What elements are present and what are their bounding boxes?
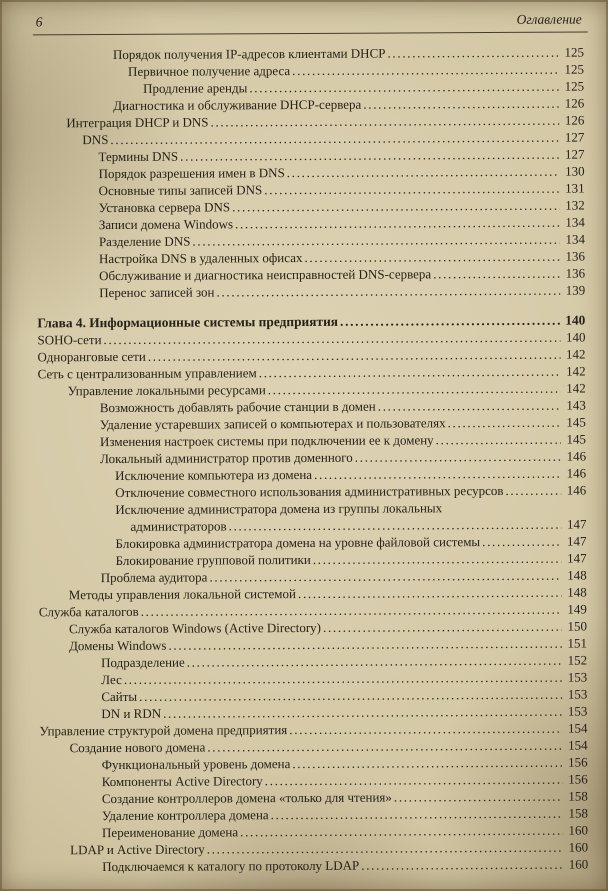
toc-entry-page: 154 [567, 720, 588, 736]
toc-entry-page: 134 [565, 214, 585, 230]
toc-entry-text: Компоненты Active Directory [101, 773, 263, 790]
toc-entry-page: 156 [568, 771, 588, 787]
toc-entry-text: Создание нового домена [69, 739, 206, 756]
toc [36, 44, 588, 876]
toc-entry-text: Установка сервера DNS [98, 199, 231, 216]
toc-entry-page: 140 [565, 312, 586, 328]
toc-entry-page: 147 [566, 516, 587, 532]
toc-entry-page: 152 [567, 652, 588, 668]
toc-entry [37, 282, 585, 302]
toc-entry-text: DNS [82, 132, 109, 148]
toc-leader [192, 231, 560, 250]
toc-leader [292, 61, 559, 79]
toc-entry-text: Диагностика и обслуживание DHCP-сервера [113, 96, 362, 113]
toc-leader [207, 839, 563, 858]
toc-leader [361, 856, 563, 874]
toc-leader [259, 363, 561, 382]
toc-leader [271, 805, 563, 824]
toc-entry-page: 134 [565, 231, 585, 247]
toc-entry-text: Подразделение [101, 654, 185, 671]
toc-entry-text: Одноранговые сети [37, 348, 146, 365]
toc-entry-text: DN и RDN [101, 705, 162, 722]
toc-leader [268, 380, 561, 399]
toc-entry-page: 149 [567, 601, 587, 617]
toc-entry-text: Управление локальными ресурсами [67, 382, 266, 399]
toc-leader [292, 754, 562, 772]
toc-entry-page: 127 [564, 146, 585, 162]
toc-leader [387, 44, 559, 62]
toc-entry-text: Исключение компьютера из домена [115, 466, 313, 483]
toc-entry-page: 126 [564, 112, 585, 128]
toc-entry-text: Настройка DNS в удаленных офисах [98, 250, 303, 267]
toc-leader [209, 567, 561, 586]
toc-entry-page: 153 [567, 686, 588, 702]
toc-entry-page: 147 [567, 550, 587, 566]
toc-leader [436, 431, 561, 449]
toc-entry-text: SOHO-сети [37, 332, 102, 348]
toc-leader [378, 397, 561, 415]
toc-leader [249, 78, 559, 97]
toc-leader [394, 788, 563, 806]
toc-leader [210, 112, 559, 131]
toc-leader [216, 282, 560, 301]
toc-leader [298, 584, 562, 602]
toc-entry-text: Удаление контроллера домена [101, 807, 269, 824]
toc-entry-text: Изменения настроек системы при подключении ее к домену [99, 432, 434, 450]
toc-entry-text: Перенос записей зон [99, 284, 215, 301]
toc-entry-text: Возможность добавлять рабочие станции в домен [99, 398, 376, 416]
toc-leader [304, 248, 560, 266]
toc-entry-page: 145 [566, 414, 586, 430]
toc-leader [139, 686, 562, 705]
header-title: Оглавление [516, 11, 582, 27]
toc-leader [482, 533, 561, 550]
page-header [36, 10, 584, 35]
toc-entry-page: 142 [566, 380, 586, 396]
toc-leader [355, 448, 561, 466]
toc-entry-text: LDAP и Active Directory [70, 841, 205, 858]
toc-entry-text: Сеть с централизованным управлением [37, 365, 257, 382]
toc-leader [235, 214, 560, 233]
toc-entry-text: Глава 4. Информационные системы предприятия [37, 313, 339, 331]
toc-entry-text: Порядок получения IP-адресов клиентами DHCP [112, 45, 386, 62]
toc-leader [229, 516, 562, 535]
toc-leader [313, 550, 562, 568]
page-number-header: 6 [35, 14, 43, 30]
toc-leader [232, 197, 560, 216]
toc-entry-text: Служба каталогов Windows (Active Directory) [68, 619, 322, 637]
toc-entry-text: Отключение совместного использования административных ресурсов [115, 482, 504, 500]
toc-entry-text: Методы управления локальной системой [68, 586, 297, 603]
toc-entry-page: 160 [568, 839, 589, 855]
toc-entry-page: 148 [567, 567, 587, 583]
toc-entry-page: 132 [565, 197, 585, 213]
toc-entry-text: Основные типы записей DNS [98, 182, 263, 199]
toc-entry-page: 127 [564, 129, 585, 145]
toc-leader [141, 601, 562, 620]
toc-entry-text: Первичное получение адреса [127, 63, 291, 79]
toc-entry-page: 136 [565, 265, 586, 281]
toc-entry-text: Блокирование групповой политики [115, 551, 311, 568]
toc-entry-text: администраторов [130, 518, 227, 534]
toc-entry-page: 146 [566, 482, 587, 498]
toc-entry-text: Удаление устаревших записей о компьютерах и пользователях [99, 415, 446, 433]
toc-entry-text: Записи домена Windows [98, 216, 234, 233]
toc-leader [264, 180, 559, 199]
toc-leader [163, 703, 562, 722]
toc-entry-text: Блокировка администратора домена на уровне файловой системы [115, 534, 481, 551]
toc-leader [363, 95, 559, 113]
toc-leader [505, 482, 561, 499]
toc-entry [40, 856, 588, 876]
toc-entry-page: 154 [568, 737, 588, 753]
toc-entry-page: 126 [564, 95, 585, 111]
toc-entry-text: Разделение DNS [98, 233, 191, 250]
toc-entry-text: Продление аренды [143, 80, 248, 96]
toc-entry-page: 125 [564, 61, 585, 77]
toc-entry-page: 130 [565, 163, 585, 179]
toc-leader [433, 265, 560, 283]
toc-entry-page: 153 [567, 669, 588, 685]
toc-entry-page: 143 [566, 397, 586, 413]
toc-entry-page: 160 [568, 822, 589, 838]
toc-entry-text: Переименование домена [101, 824, 239, 841]
toc-entry-page: 146 [566, 448, 587, 464]
toc-leader [287, 163, 560, 181]
toc-entry-text: Обслуживание и диагностика неисправностей DNS-сервера [99, 266, 432, 284]
toc-leader [323, 618, 562, 636]
toc-leader [207, 737, 562, 756]
toc-entry-text: Локальный администратор против доменного [100, 449, 353, 467]
toc-entry-text: Сайты [101, 688, 138, 705]
toc-leader [180, 146, 559, 165]
toc-entry-text: Исключение администратора домена из группы локальных [115, 500, 443, 517]
toc-entry-page: 125 [564, 44, 584, 60]
toc-leader [240, 822, 563, 841]
toc-entry-text: Порядок разрешения имен в DNS [98, 165, 285, 182]
toc-entry-text: Служба каталогов [38, 603, 139, 620]
toc-entry-text: Интеграция DHCP и DNS [66, 114, 209, 131]
toc-entry-text: Функциональный уровень домена [101, 756, 291, 773]
toc-leader [448, 414, 561, 432]
toc-entry-text: Управление структурой домена предприятия [39, 722, 288, 739]
toc-entry-page: 148 [567, 584, 587, 600]
toc-leader [314, 465, 561, 483]
toc-leader [289, 720, 562, 738]
toc-entry-text: Лес [101, 671, 122, 688]
toc-leader [340, 312, 560, 330]
toc-entry-text: Подключаемся к каталогу по протоколу LDAP [102, 857, 360, 875]
toc-leader [187, 652, 562, 671]
toc-entry-page: 145 [566, 431, 587, 447]
toc-entry-page: 139 [565, 282, 586, 298]
toc-entry-text: Термины DNS [98, 148, 179, 165]
toc-entry-page: 153 [567, 703, 588, 719]
toc-entry-page: 150 [567, 618, 587, 634]
toc-entry-page: 156 [568, 754, 588, 770]
toc-leader [148, 346, 561, 365]
toc-entry-page: 158 [568, 788, 588, 804]
toc-entry-page: 136 [565, 248, 586, 264]
toc-entry-page: 140 [565, 329, 586, 345]
toc-entry-page: 146 [566, 465, 587, 481]
toc-entry-page: 147 [566, 533, 587, 549]
toc-entry-page: 160 [568, 856, 589, 872]
toc-entry-page: 142 [566, 363, 586, 379]
toc-entry-page: 151 [567, 635, 588, 651]
toc-leader [265, 771, 563, 790]
toc-entry [38, 465, 586, 485]
toc-entry-text: Домены Windows [69, 637, 167, 654]
toc-entry-text: Проблема аудитора [100, 569, 208, 586]
toc-entry-page: 158 [568, 805, 588, 821]
toc-entry-page: 125 [564, 78, 585, 94]
toc-entry-page: 142 [565, 346, 586, 362]
toc-entry-text: Создание контроллеров домена «только для чтения» [101, 789, 392, 807]
toc-entry-page: 131 [565, 180, 585, 196]
toc-leader [168, 635, 562, 654]
